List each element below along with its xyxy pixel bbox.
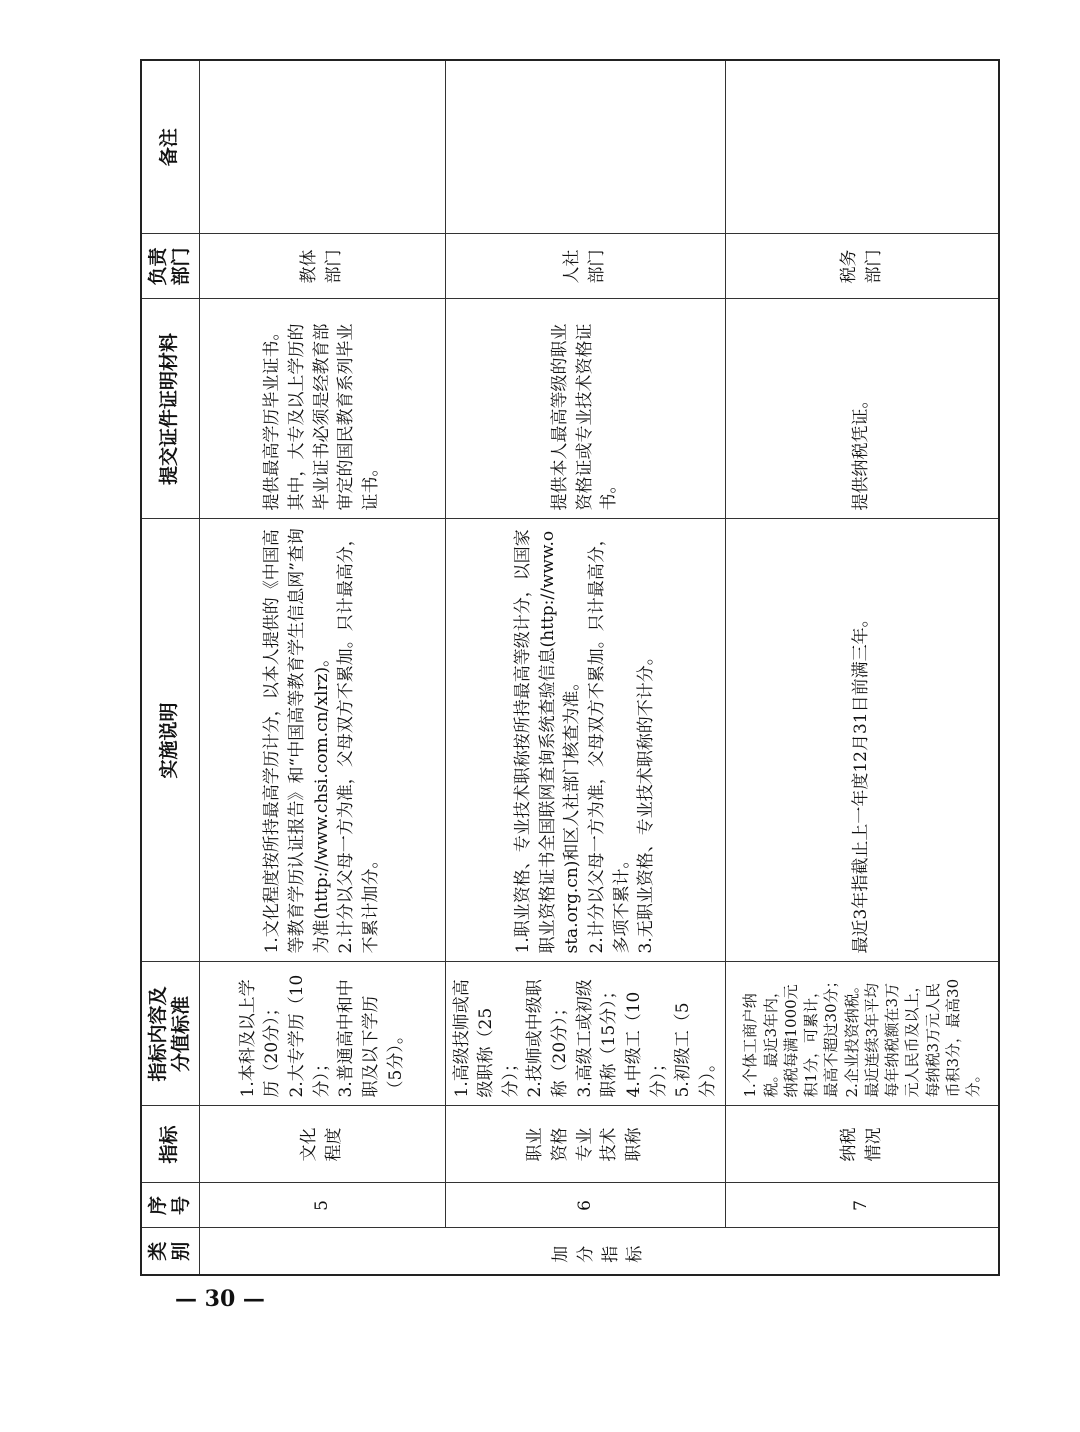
content-item: 1.个体工商户纳税。最近3年内，纳税每满1000元积1分，可累计，最高不超过30分； <box>741 973 841 1098</box>
table-header-row <box>141 60 199 1275</box>
materials-cell: 提供纳税凭证。 <box>725 299 999 519</box>
department-line: 人社 <box>562 249 583 284</box>
explanation-cell <box>199 519 445 962</box>
seq-cell: 6 <box>445 1183 725 1228</box>
content-cell <box>445 962 725 1106</box>
header-explanation: 实施说明 <box>141 519 199 962</box>
rotated-table-wrapper <box>140 61 983 1276</box>
materials-cell: 提供最高学历毕业证书。其中，大专及以上学历的毕业证书必须是经教育部审定的国民教育系列毕业证书。 <box>199 299 445 519</box>
table-row-6 <box>445 60 725 1275</box>
indicator-line: 资格 <box>550 1127 571 1162</box>
materials-cell: 提供本人最高等级的职业资格证或专业技术资格证书。 <box>445 299 725 519</box>
table-row-5 <box>199 60 445 1275</box>
content-item: 2.技师或中级职称（20分）； <box>525 979 571 1098</box>
content-item: 1.高级技师或高级职称（25分）； <box>451 979 521 1098</box>
department-line: 教体 <box>299 249 320 284</box>
indicator-line: 程度 <box>324 1127 344 1162</box>
indicator-cell <box>199 1106 445 1183</box>
explanation-item: 最近3年指截止上一年度12月31日前满三年。 <box>851 610 872 954</box>
department-line: 部门 <box>587 249 608 284</box>
header-materials: 提交证件证明材料 <box>141 299 199 519</box>
remarks-cell <box>199 60 445 234</box>
department-line: 税务 <box>839 249 860 284</box>
content-item: 5.初级工（5分）。 <box>673 1002 718 1098</box>
content-item: 3.普通高中和中职及以下学历（5分）。 <box>336 979 406 1098</box>
header-indicator: 指标 <box>141 1106 199 1183</box>
header-department-line-1: 负责 <box>146 247 169 286</box>
content-item: 4.中级工（10分）； <box>623 991 669 1098</box>
remarks-cell <box>445 60 725 234</box>
seq-cell: 5 <box>199 1183 445 1228</box>
indicator-line: 职业 <box>525 1127 546 1162</box>
explanation-cell <box>725 519 999 962</box>
department-cell <box>199 234 445 299</box>
content-item: 3.高级工或初级职称（15分）； <box>574 979 620 1098</box>
table-row-7 <box>725 60 999 1275</box>
header-category: 类别 <box>141 1228 199 1275</box>
seq-cell: 7 <box>725 1183 999 1228</box>
content-item: 2.企业投资纳税。最近连续3年平均每年纳税额在3万元人民币及以上，每纳税3万元人民币积3分，最高30分。 <box>842 977 983 1098</box>
department-line: 部门 <box>863 249 884 284</box>
indicator-cell <box>725 1106 999 1183</box>
content-cell <box>199 962 445 1106</box>
explanation-item: 3.无职业资格、专业技术职称的不计分。 <box>636 648 657 954</box>
indicator-line: 纳税 <box>839 1127 860 1162</box>
remarks-cell <box>725 60 999 234</box>
indicator-cell <box>445 1106 725 1183</box>
content-item: 1.本科及以上学历（20分）； <box>237 979 283 1098</box>
indicator-line: 情况 <box>863 1127 884 1162</box>
header-content <box>141 962 199 1106</box>
page-number: — 30 — <box>175 1286 265 1312</box>
department-line: 部门 <box>324 249 344 284</box>
indicator-line: 技术 <box>599 1127 620 1162</box>
content-item: 2.大专学历（10分）； <box>287 974 332 1098</box>
header-department-line-2: 部门 <box>170 247 193 286</box>
header-content-line-1: 指标内容及 <box>146 986 169 1082</box>
explanation-item: 2.计分以父母一方为准，父母双方不累加。只计最高分，多项不累计。 <box>587 529 632 954</box>
header-seq: 序号 <box>141 1183 199 1228</box>
indicator-line: 专业 <box>574 1127 595 1162</box>
header-remarks: 备注 <box>141 60 199 234</box>
explanation-item: 1.文化程度按所持最高学历计分，以本人提供的《中国高等教育学历认证报告》和“中国高等教育学生信息网”查询为准(http://www.chsi.com.cn/xlrz)。 <box>262 528 332 954</box>
explanation-item: 2.计分以父母一方为准，父母双方不累加。只计最高分，不累计加分。 <box>336 529 381 954</box>
department-cell <box>725 234 999 299</box>
indicator-line: 文化 <box>299 1127 320 1162</box>
indicator-line: 职称 <box>623 1127 644 1162</box>
department-cell <box>445 234 725 299</box>
category-cell: 加分指标 <box>199 1228 999 1275</box>
explanation-item: 1.职业资格、专业技术职称按所持最高等级计分，以国家职业资格证书全国联网查询系统查验信息(http://www.osta.org.cn)和区人社部门核查为准。 <box>513 529 583 954</box>
content-cell <box>725 962 999 1106</box>
header-content-line-2: 分值标准 <box>170 996 193 1073</box>
explanation-cell <box>445 519 725 962</box>
scoring-table <box>140 59 1000 1276</box>
header-department <box>141 234 199 299</box>
